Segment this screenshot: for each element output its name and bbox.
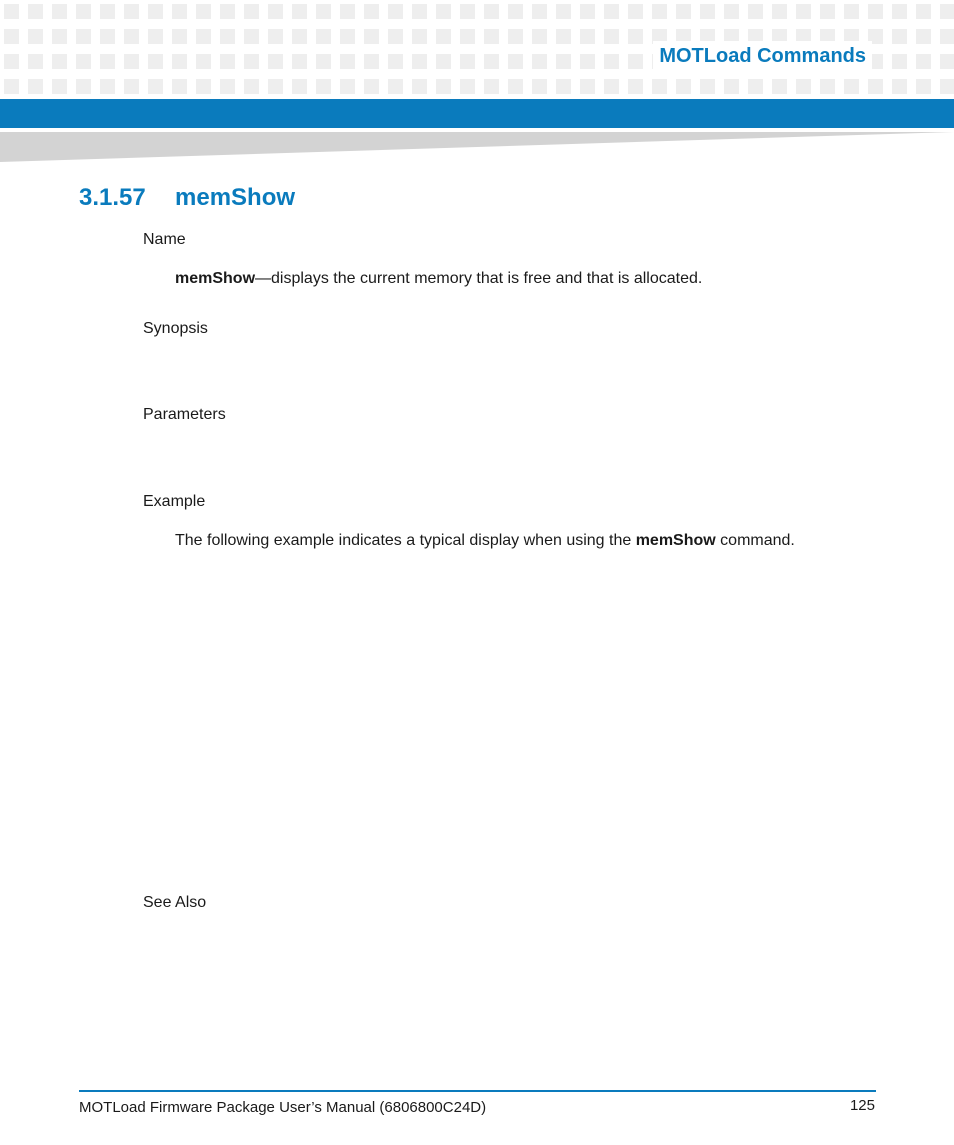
command-name: memShow	[175, 270, 256, 287]
see-also-label: See Also	[143, 894, 207, 911]
header-bar	[0, 99, 954, 128]
chapter-title: MOTLoad Commands	[653, 41, 872, 71]
name-description-text: —displays the current memory that is free and that is allocated.	[255, 270, 703, 287]
section-title: memShow	[175, 184, 296, 211]
header-wedge	[0, 128, 954, 164]
example-text-after: command.	[715, 532, 795, 549]
name-label: Name	[143, 231, 186, 248]
example-label: Example	[143, 493, 206, 510]
footer-manual-title: MOTLoad Firmware Package User’s Manual (6806800C24D)	[79, 1099, 487, 1116]
parameters-label: Parameters	[143, 406, 226, 423]
example-command: memShow	[635, 532, 716, 549]
section-heading	[79, 182, 295, 214]
page-number: 125	[849, 1097, 875, 1114]
name-description	[175, 268, 702, 290]
section-number: 3.1.57	[79, 184, 146, 211]
synopsis-label: Synopsis	[143, 320, 208, 337]
example-description	[175, 530, 795, 552]
example-text-before: The following example indicates a typical display when using the	[175, 532, 636, 549]
footer-rule	[79, 1090, 876, 1092]
